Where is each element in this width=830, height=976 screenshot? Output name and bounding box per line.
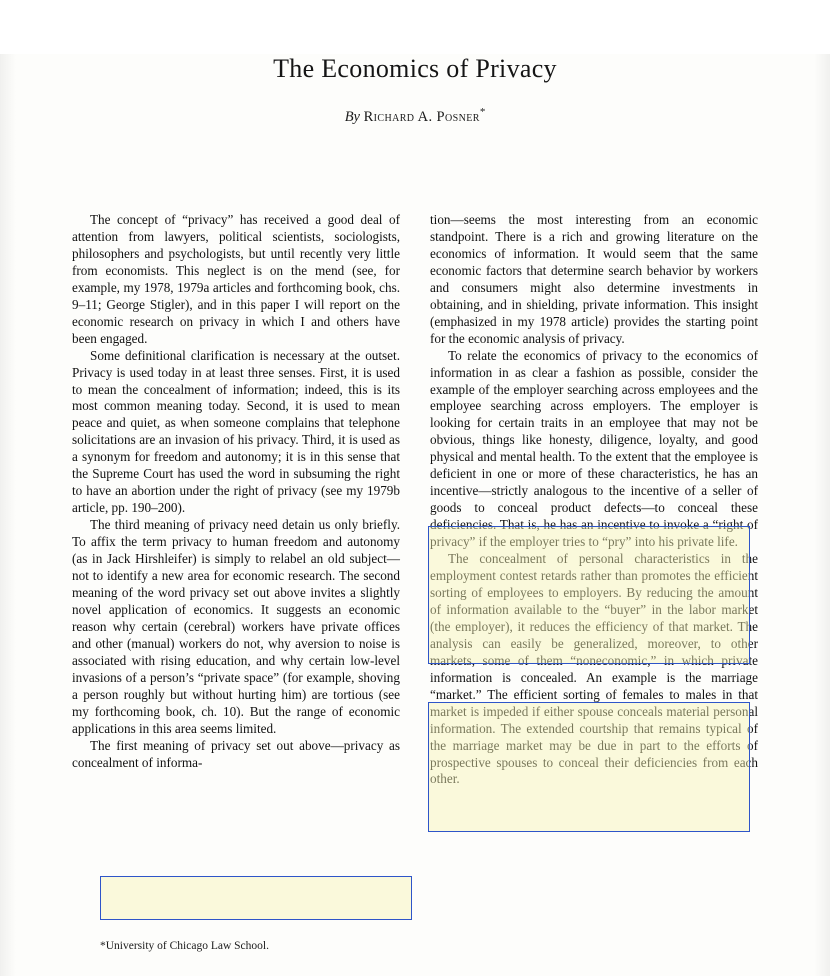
footnote: *University of Chicago Law School. bbox=[100, 940, 269, 952]
page-title: The Economics of Privacy bbox=[273, 54, 557, 83]
author-footnote-marker: * bbox=[479, 106, 486, 118]
paragraph: tion—seems the most interesting from an economic standpoint. There is a rich and growing literature on the economics of information. It would seem that the same economic factors that determine search behavior by workers and consumers might also determine investments in obtaining, and in shielding, private information. This insight (emphasized in my 1978 article) provides the starting point for the economic analysis of privacy. bbox=[430, 212, 758, 346]
paragraph: The concealment of personal characteristics in the employment contest retards rather than promotes the efficient sorting of employees to employers. By reducing the amount of information available to the “buyer” in the labor market (the employer), it reduces the efficiency of that market. The analysis can easily be generalized, moreover, to other markets, some of them “noneconomic,” in which private information is concealed. An example is the marriage “market.” The efficient sorting of females to males in that market is impeded if either spouse conceals material personal information. The extended courtship that remains typical of the marriage market may be due in part to the efforts of prospective spouses to conceal their deficiencies from each other. bbox=[430, 551, 758, 787]
paragraph: The concept of “privacy” has received a good deal of attention from lawyers, political scientists, sociologists, philosophers and psychologists, but until recently very little from economists. This neglect is on the mend (see, for example, my 1978, 1979a articles and forthcoming book, chs. 9–11; George Stigler), and in this paper I will report on the economic research on privacy in which I and others have been engaged. bbox=[72, 212, 400, 346]
page-edge-shading-right bbox=[814, 54, 830, 976]
paragraph: Some definitional clarification is necessary at the outset. Privacy is used today in at least three senses. First, it is used to mean the concealment of information; indeed, this is its most common meaning today. Second, it is used to mean peace and quiet, as when someone complains that telephone solicitations are an invasion of his privacy. Third, it is used as a synonym for freedom and autonomy; it is in this sense that the Supreme Court has used the word in subsuming the right to have an abortion under the right of privacy (see my 1979b article, pp. 190–200). bbox=[72, 347, 400, 516]
paragraph: To relate the economics of privacy to the economics of information in as clear a fashion as possible, consider the example of the employer searching across employees and the employee searching across employers. The employer is looking for certain traits in an employee that may not be obvious, things like honesty, diligence, loyalty, and good physical and mental health. To the extent that the employee is deficient in one or more of these characteristics, he has an incentive—strictly analogous to the incentive of a seller of goods to conceal product defects—to conceal these deficiencies. That is, he has an incentive to invoke a “right of privacy” if the employer tries to “pry” into his private life. bbox=[430, 347, 758, 550]
paragraph: The third meaning of privacy need detain us only briefly. To affix the term privacy to human freedom and autonomy (as in Jack Hirshleifer) is simply to relabel an old subject—not to identify a new area for economic research. The second meaning of the word privacy set out above invites a slightly novel application of economics. It suggests an economic reason why certain (cerebral) workers have private offices and other (manual) workers do not, why aversion to noise is associated with rising education, and why certain low-level invasions of a person’s “private space” (for example, shoving a person roughly but without hurting him) are tortious (see my forthcoming book, ch. 10). But the range of economic applications in this area seems limited. bbox=[72, 517, 400, 736]
page-edge-shading-left bbox=[0, 54, 16, 976]
byline-prefix: By bbox=[344, 108, 360, 125]
author-name: Richard A. Posner bbox=[363, 108, 480, 125]
body-columns bbox=[72, 212, 758, 788]
right-column bbox=[430, 212, 758, 788]
byline bbox=[0, 106, 830, 126]
document-page bbox=[0, 54, 830, 976]
left-column bbox=[72, 212, 400, 788]
highlight-left-bottom bbox=[100, 876, 412, 920]
paragraph: The first meaning of privacy set out above—privacy as concealment of informa- bbox=[72, 737, 400, 770]
